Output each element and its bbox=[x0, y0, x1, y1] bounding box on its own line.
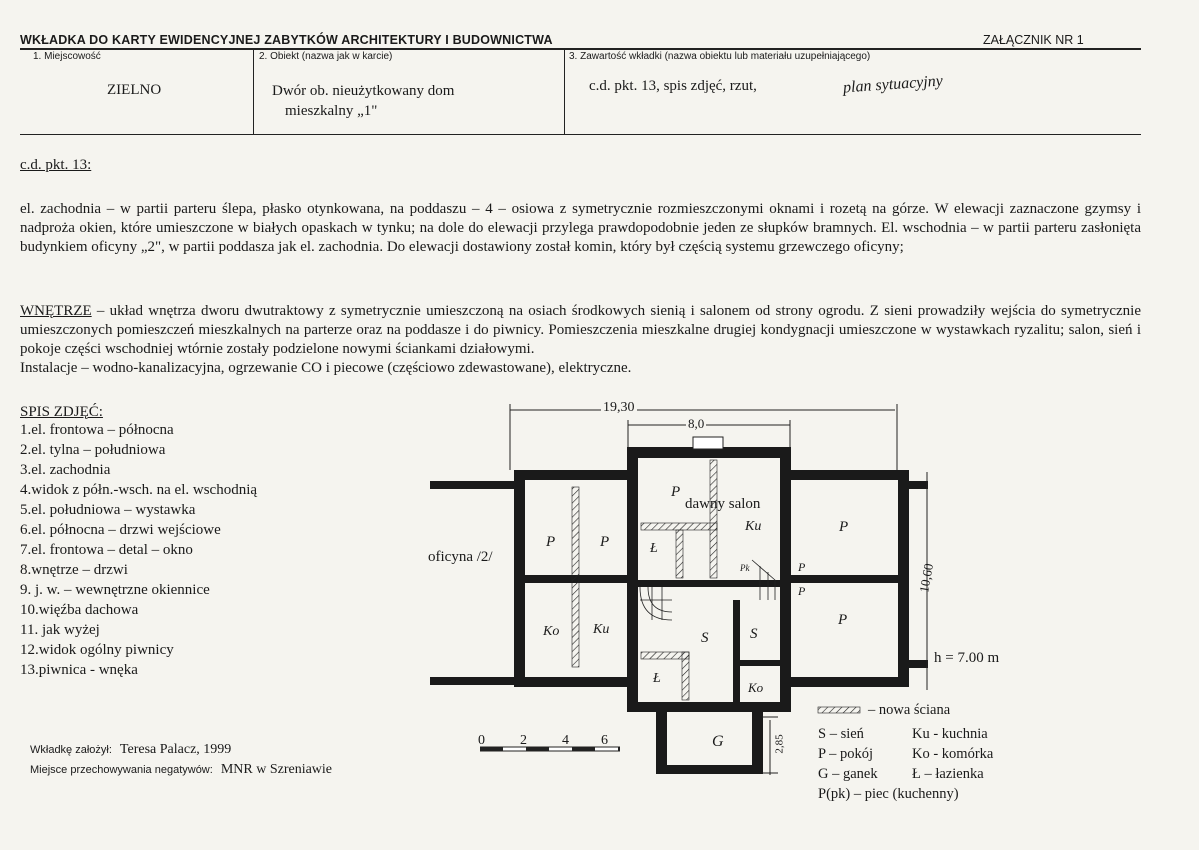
legend-l: Ł – łazienka bbox=[912, 766, 984, 782]
room-pk: Pk bbox=[740, 563, 750, 573]
content-value: c.d. pkt. 13, spis zdjęć, rzut, bbox=[589, 78, 757, 94]
new-wall-bath bbox=[676, 530, 683, 578]
list-item: 1.el. frontowa – północna bbox=[20, 422, 174, 438]
room-ko: Ko bbox=[543, 624, 560, 639]
room-ku: Ku bbox=[745, 519, 762, 534]
room-l: Ł bbox=[653, 671, 661, 686]
new-wall-west bbox=[572, 487, 579, 667]
room-g: G bbox=[712, 733, 724, 750]
list-item: 5.el. południowa – wystawka bbox=[20, 502, 196, 518]
list-item: 6.el. północna – drzwi wejściowe bbox=[20, 522, 221, 538]
list-item: 8.wnętrze – drzwi bbox=[20, 562, 128, 578]
interior-text: – układ wnętrza dworu dwutraktowy z symetrycznie umieszczoną na osiach środkowych sienią i salonem od strony ogrodu. Z sieni prowadziły wejścia do symetrycznie umieszczonych pomieszczeń mieszkalnych na parterze oraz na poddasze i do piwnicy. Pomieszczenia mieszkalne drugiej kondygnacji umieszczone w wystawkach ryzalitu; salon, sień i pokoje części wschodniej wtórnie zostały podzielone nowymi ściankami działowymi. bbox=[20, 303, 1141, 357]
room-p: P bbox=[839, 519, 849, 535]
legend-ku: Ku - kuchnia bbox=[912, 726, 988, 742]
scale-label: 6 bbox=[601, 733, 608, 748]
dim-depth: 10,60 bbox=[916, 562, 937, 594]
room-s: S bbox=[750, 626, 758, 642]
legend-hatch-sample bbox=[818, 707, 860, 713]
list-item: 3.el. zachodnia bbox=[20, 462, 111, 478]
author-value: Teresa Palacz, 1999 bbox=[119, 742, 232, 757]
content-label: 3. Zawartość wkładki (nazwa obiektu lub materiału uzupełniającego) bbox=[569, 51, 871, 62]
room-ku: Ku bbox=[593, 622, 610, 637]
dim-total: 19,30 bbox=[603, 400, 635, 415]
list-item: 9. j. w. – wewnętrzne okiennice bbox=[20, 582, 210, 598]
object-label: 2. Obiekt (nazwa jak w karcie) bbox=[259, 51, 393, 62]
scale-label: 4 bbox=[562, 733, 569, 748]
object-value-line1: Dwór ob. nieużytkowany dom bbox=[272, 83, 455, 99]
list-item: 7.el. frontowa – detal – okno bbox=[20, 542, 193, 558]
installations-line: Instalacje – wodno-kanalizacyjna, ogrzewanie CO i piecowe (częściowo zdewastowane), elektryczne. bbox=[20, 360, 632, 376]
room-p: P bbox=[600, 534, 610, 550]
scale-label: 0 bbox=[478, 733, 485, 748]
locality-label: 1. Miejscowość bbox=[33, 51, 101, 62]
room-p: P bbox=[546, 534, 556, 550]
author-label: Wkładkę założył: bbox=[30, 744, 112, 756]
storage-label: Miejsce przechowywania negatywów: bbox=[30, 764, 213, 776]
locality-value: ZIELNO bbox=[107, 82, 162, 98]
salon-label: dawny salon bbox=[685, 496, 761, 512]
document-title: WKŁADKA DO KARTY EWIDENCYJNEJ ZABYTKÓW ARCHITEKTURY I BUDOWNICTWA bbox=[20, 33, 553, 47]
object-value-line2: mieszkalny „1" bbox=[285, 103, 378, 119]
oficyna-label: oficyna /2/ bbox=[428, 549, 493, 565]
interior-heading: WNĘTRZE bbox=[20, 303, 92, 319]
building-height: h = 7.00 m bbox=[934, 650, 1000, 666]
section-heading-cd: c.d. pkt. 13: bbox=[20, 157, 92, 173]
dim-center: 8,0 bbox=[688, 416, 705, 431]
room-l: Ł bbox=[650, 541, 658, 556]
annex-number: ZAŁĄCZNIK NR 1 bbox=[983, 33, 1084, 47]
list-item: 4.widok z półn.-wsch. na el. wschodnią bbox=[20, 482, 258, 498]
elevations-paragraph: el. zachodnia – w partii parteru ślepa, płasko otynkowana, na poddaszu – 4 – osiowa z symetrycznie rozmieszczonymi oknami i rozetą na górze. W elewacji zaznaczone gzymsy i nadproża okien, które umieszczone w białych opaskach w tynku; na dole do elewacji przylega prawdopodobnie jeden ze słupków bramnych. El. wschodnia – w partii parteru zasłonięta budynkiem oficyny „2", w partii poddasza jak el. zachodnia. Do elewacji dostawiony został komin, który był częścią systemu grzewczego oficyny; bbox=[20, 201, 1141, 255]
scale-label: 2 bbox=[520, 733, 527, 748]
room-s: S bbox=[701, 630, 709, 646]
chimney bbox=[693, 437, 723, 449]
list-item: 12.widok ogólny piwnicy bbox=[20, 642, 174, 658]
legend-p: P – pokój bbox=[818, 746, 874, 762]
legend-ko: Ko - komórka bbox=[912, 746, 994, 762]
stairs bbox=[640, 560, 775, 620]
room-p: P bbox=[798, 584, 806, 598]
dim-porch: 2,85 bbox=[773, 734, 786, 754]
room-p: P bbox=[671, 484, 681, 500]
handwritten-note: plan sytuacyjny bbox=[842, 72, 944, 97]
new-wall-l2b bbox=[682, 652, 689, 700]
room-p: P bbox=[798, 560, 806, 574]
legend-s: S – sień bbox=[818, 726, 864, 742]
room-p: P bbox=[838, 612, 848, 628]
new-wall-center bbox=[710, 460, 717, 578]
legend-new-wall: – nowa ściana bbox=[868, 702, 951, 718]
photo-list-heading: SPIS ZDJĘĆ: bbox=[20, 404, 103, 420]
list-item: 11. jak wyżej bbox=[20, 622, 100, 638]
list-item: 13.piwnica - wnęka bbox=[20, 662, 138, 678]
list-item: 10.więźba dachowa bbox=[20, 602, 139, 618]
storage-value: MNR w Szreniawie bbox=[220, 762, 333, 777]
legend-pk: P(pk) – piec (kuchenny) bbox=[818, 786, 959, 802]
new-wall-salon bbox=[641, 523, 717, 530]
legend-g: G – ganek bbox=[818, 766, 878, 782]
list-item: 2.el. tylna – południowa bbox=[20, 442, 166, 458]
room-ko: Ko bbox=[748, 680, 764, 695]
